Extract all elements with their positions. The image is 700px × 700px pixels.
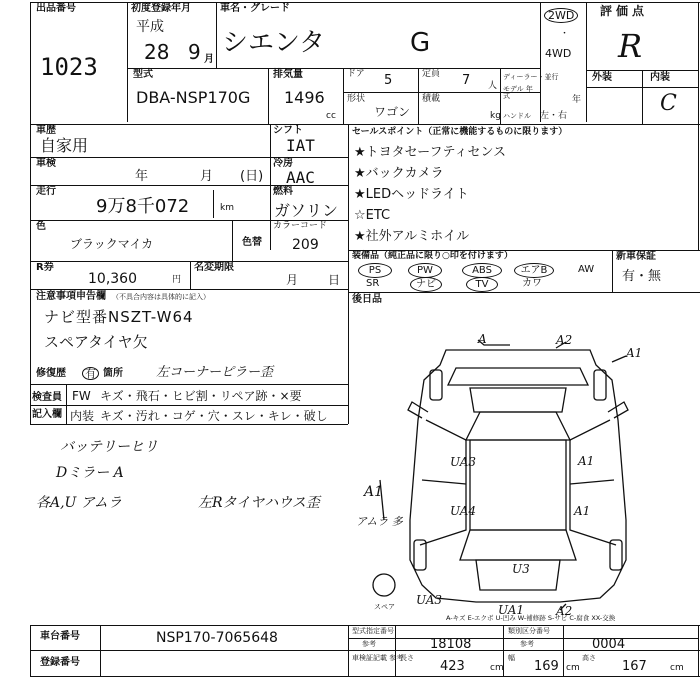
capacity-label: 定員 xyxy=(422,69,441,79)
height-label: 高さ xyxy=(582,654,596,662)
chassis-label: 車台番号 xyxy=(40,631,80,642)
recycle-unit: 円 xyxy=(172,275,182,285)
equip-abs: ABS xyxy=(462,263,502,278)
handle-value: 左・右 xyxy=(540,111,568,121)
type-value: DBA-NSP170G xyxy=(136,88,251,107)
repair-note: 左コーナーピラー歪 xyxy=(156,365,274,380)
name-change-month: 月 xyxy=(286,273,299,287)
width-label: 幅 xyxy=(508,654,515,662)
equip-aw: AW xyxy=(578,264,595,275)
type-cert-value: 18108 xyxy=(430,637,472,652)
handle-label: ハンドル xyxy=(503,112,531,120)
damage-legend: A-キズ E-エクボ U-凹み W-補修跡 S-サビ C-腐食 XX-交換 xyxy=(446,614,616,622)
usage-value: 自家用 xyxy=(40,136,89,155)
selling-item: ☆ETC xyxy=(354,208,391,223)
shift-label: シフト xyxy=(273,125,303,136)
equip-leather: カワ xyxy=(522,278,542,289)
name-change-label: 名変期限 xyxy=(194,262,234,273)
mark-pipe: A1 xyxy=(364,484,384,500)
drive-2wd: 2WD xyxy=(544,8,578,23)
dealer-label: ディーラー・並行 xyxy=(503,73,559,81)
hand-note: 左Rタイヤハウス歪 xyxy=(198,495,320,511)
interior-marks: キズ・汚れ・コゲ・穴・スレ・キレ・破し xyxy=(100,409,328,423)
fuel-value: ガソリン xyxy=(274,201,339,220)
length-value: 423 xyxy=(440,659,465,674)
class-no-label: 類別区分番号 xyxy=(508,627,550,635)
repair-parts: 箇所 xyxy=(103,368,123,379)
interior-value: C xyxy=(660,91,677,116)
chassis-value: NSP170-7065648 xyxy=(156,630,278,646)
selling-label: セールスポイント（正常に機能するものに限ります） xyxy=(352,127,568,137)
grade-value: R xyxy=(618,27,643,65)
equip-navi: ナビ xyxy=(410,277,442,292)
mileage-label: 走行 xyxy=(36,186,56,197)
color-change-label: 色替 xyxy=(242,237,262,248)
mileage-value: 9万8千072 xyxy=(96,196,190,217)
length-label: 長さ xyxy=(400,654,414,662)
mark-A2: A2 xyxy=(556,333,573,347)
color-code-label: カラーコード xyxy=(273,221,328,231)
fw-label: FW xyxy=(72,389,91,403)
width-value: 169 xyxy=(534,659,559,674)
shape-value: ワゴン xyxy=(374,105,411,119)
spare-label: スペア xyxy=(374,603,395,611)
ac-label: 冷房 xyxy=(273,158,293,169)
inspection-label: 車検 xyxy=(36,158,56,169)
height-value: 167 xyxy=(622,659,647,674)
capacity-unit: 人 xyxy=(488,81,498,91)
exterior-label: 外装 xyxy=(592,72,612,83)
repair-has: 有 xyxy=(82,367,99,380)
model-label: 車名・グレード xyxy=(220,3,290,14)
mark-UA3: UA3 xyxy=(450,455,477,469)
mark-UA1: UA1 xyxy=(498,603,525,617)
color-code: 209 xyxy=(292,237,319,253)
model-grade: G xyxy=(410,28,431,58)
inspection-day: (日) xyxy=(240,169,264,184)
month-unit: 月 xyxy=(204,54,214,65)
shift-value: IAT xyxy=(286,136,315,155)
color-label: 色 xyxy=(36,221,46,232)
length-unit: cm xyxy=(490,663,504,673)
equip-sr: SR xyxy=(366,278,380,289)
reg-no-label: 登録番号 xyxy=(40,657,80,668)
aftermarket-label: 後日品 xyxy=(352,294,382,305)
hand-note: バッテリーヒリ xyxy=(60,439,158,455)
type-cert-ref: 参考 xyxy=(362,640,376,648)
mark-U3: U3 xyxy=(512,562,530,576)
era: 平成 xyxy=(136,19,164,35)
mark-wheel-note: アムラ 多 xyxy=(356,515,403,528)
inspector-label-2: 記入欄 xyxy=(32,409,62,420)
ac-value: AAC xyxy=(286,168,315,187)
equip-pw: PW xyxy=(408,263,442,278)
equip-airbag: エアB xyxy=(514,263,554,278)
type-cert-label: 型式指定番号 xyxy=(352,627,394,635)
load-label: 積載 xyxy=(422,94,441,104)
displacement-label: 排気量 xyxy=(273,69,303,80)
reg-year: 28 xyxy=(144,40,170,64)
mark-A1: A1 xyxy=(578,454,595,468)
exterior-marks: キズ・飛石・ヒビ割・リペア跡・×要 xyxy=(100,389,302,403)
name-change-day: 日 xyxy=(328,273,341,287)
cc-unit: cc xyxy=(326,111,336,121)
interior-label: 内装 xyxy=(650,72,670,83)
color-value: ブラックマイカ xyxy=(70,237,154,251)
fuel-label: 燃料 xyxy=(273,186,293,197)
reg-month: 9 xyxy=(188,40,201,64)
class-no-value: 0004 xyxy=(592,637,626,652)
load-unit: kg xyxy=(490,111,501,121)
usage-label: 車歴 xyxy=(36,125,56,136)
width-unit: cm xyxy=(566,663,580,673)
inspection-year: 年 xyxy=(135,169,149,184)
model-name: シエンタ xyxy=(222,28,325,58)
door-label: ドア xyxy=(347,69,365,79)
notes-sub: （不具合内容は具体的に記入） xyxy=(112,293,210,301)
mark-A: A xyxy=(478,332,487,346)
mark-A1: A1 xyxy=(574,504,591,518)
grade-label: 評価点 xyxy=(600,4,649,18)
dims-label: 車検証記載 参考 xyxy=(352,654,404,662)
shape-label: 形状 xyxy=(347,94,366,104)
recycle-label: R券 xyxy=(36,262,54,273)
model-year-label: モデル 年式 xyxy=(503,85,533,100)
hand-note: Dミラー A xyxy=(56,465,124,481)
mark-A2: A2 xyxy=(556,604,573,618)
note-line: スペアタイヤ欠 xyxy=(44,333,148,351)
door-value: 5 xyxy=(384,73,393,88)
selling-item: ★バックカメラ xyxy=(354,166,444,181)
selling-item: ★トヨタセーフティセンス xyxy=(354,145,507,160)
repair-label: 修復歴 xyxy=(36,368,66,379)
drive-dot: ・ xyxy=(560,29,570,39)
warranty-label: 新車保証 xyxy=(616,251,656,262)
selling-item: ★社外アルミホイル xyxy=(354,229,470,244)
drive-4wd: 4WD xyxy=(545,47,572,60)
note-line: ナビ型番NSZT-W64 xyxy=(44,308,194,326)
class-no-ref: 参考 xyxy=(520,640,534,648)
mark-A1: A1 xyxy=(626,346,643,360)
height-unit: cm xyxy=(670,663,684,673)
equip-ps: PS xyxy=(358,263,392,278)
inspection-month: 月 xyxy=(200,169,214,184)
type-label: 型式 xyxy=(133,69,153,80)
mark-UA4: UA4 xyxy=(450,504,477,518)
notes-label: 注意事項申告欄 xyxy=(36,291,106,302)
first-reg-label: 初度登録年月 xyxy=(131,3,191,14)
equipment-label: 装備品（純正品に限り○印を付けます） xyxy=(352,251,513,261)
mark-UA3: UA3 xyxy=(416,593,443,607)
capacity-value: 7 xyxy=(462,73,471,88)
mileage-unit: km xyxy=(220,203,234,213)
model-year-unit: 年 xyxy=(572,95,582,105)
lot-number: 1023 xyxy=(40,53,98,81)
displacement-value: 1496 xyxy=(284,88,325,107)
recycle-value: 10,360 xyxy=(88,271,137,287)
inspector-label: 検査員 xyxy=(32,392,62,403)
interior-label-2: 内装 xyxy=(70,409,95,423)
warranty-value: 有・無 xyxy=(622,269,662,284)
selling-item: ★LEDヘッドライト xyxy=(354,187,469,202)
equip-tv: TV xyxy=(466,277,498,292)
hand-note: 各A,U アムラ xyxy=(36,495,122,511)
lot-label: 出品番号 xyxy=(36,3,76,14)
